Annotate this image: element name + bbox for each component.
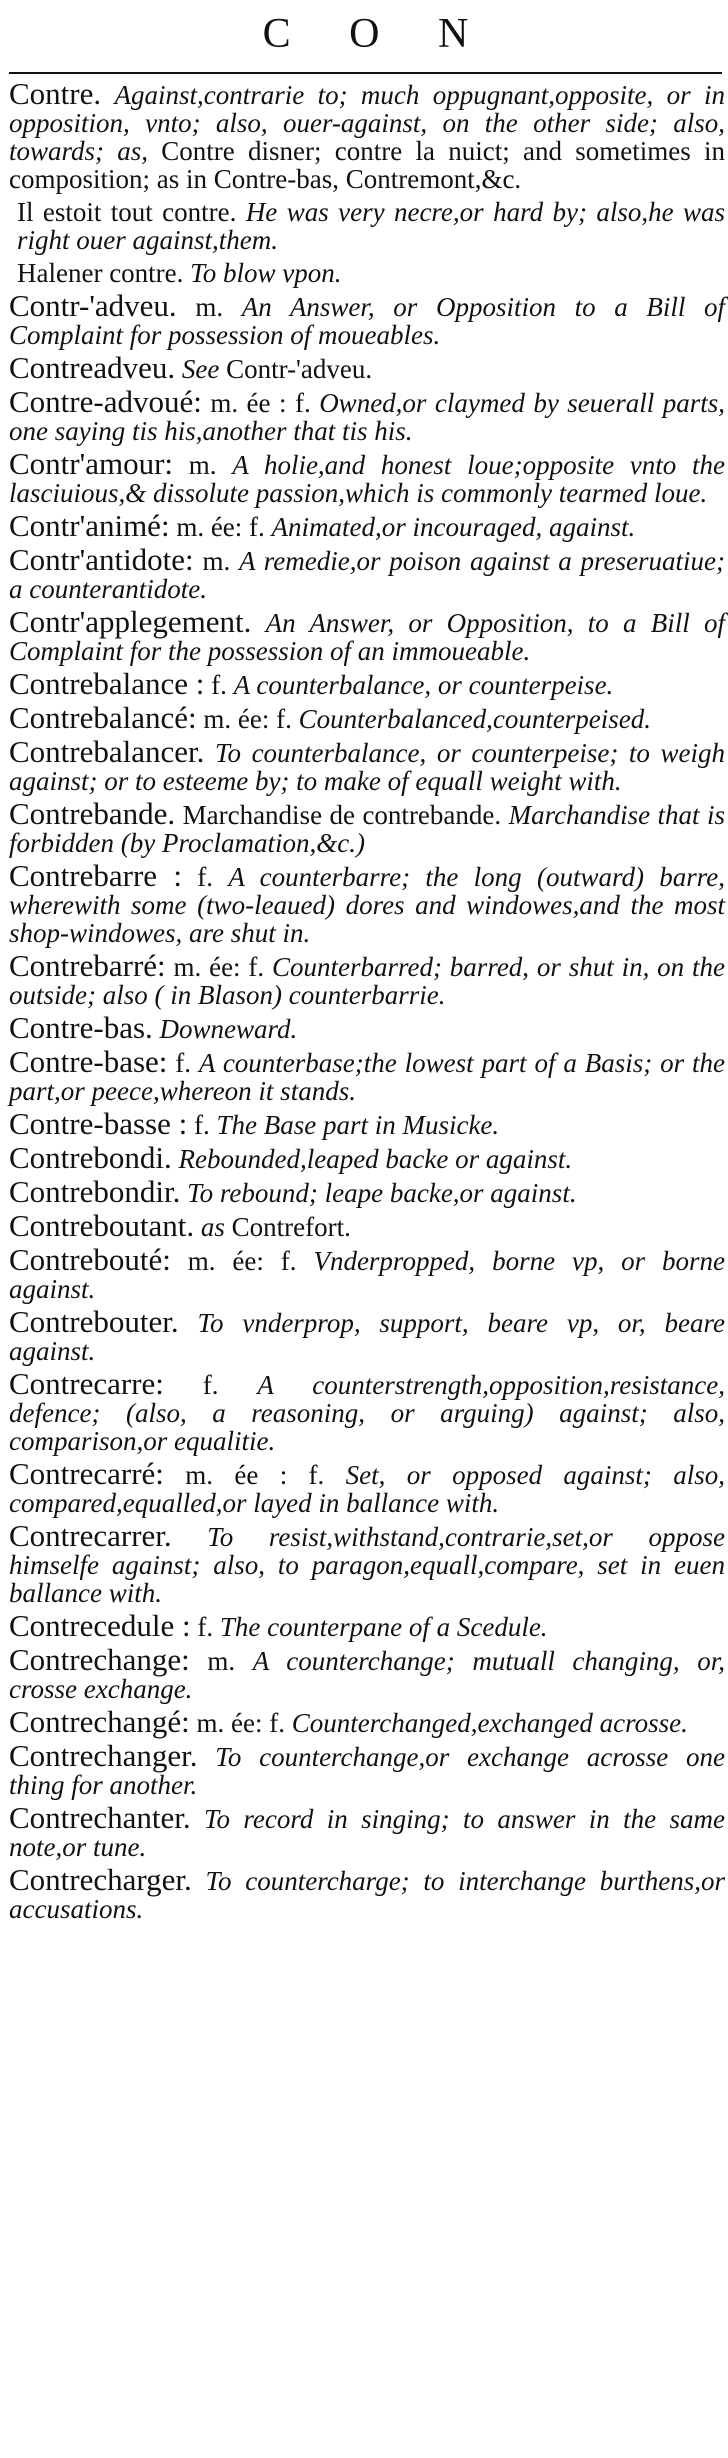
definition: A holie,and honest loue;opposite vnto the lasciuious,& dissolute passion,which is commonly tearmed loue. [9,450,725,508]
dictionary-entry [9,542,725,604]
headword: Contrecarre: [9,1366,164,1401]
grammar-note: m. ée : f. [210,388,311,418]
dictionary-entry [9,700,725,735]
grammar-note: f. [193,1110,210,1140]
headword: Contrechanger. [9,1738,198,1773]
definition: Animated,or incouraged, against. [271,512,636,542]
definition: Against,contrarie to; much oppugnant,opposite, or in opposition, vnto; also, ouer-against, on the other side; also, towards; as, [9,80,725,166]
headword: Contre-basse : [9,1106,188,1141]
definition: Downeward. [159,1014,298,1044]
dictionary-entry [9,1106,725,1141]
headword: Contrebalancer. [9,734,205,769]
definition: Counterbarred; barred, or shut in, on the outside; also ( in Blason) counterbarrie. [9,952,725,1010]
headword: Contrebondir. [9,1174,181,1209]
dictionary-entry [9,1174,725,1209]
headword: Contrecarré: [9,1456,164,1491]
definition: Counterbalanced,counterpeised. [298,704,652,734]
grammar-note: m. ée : f. [185,1460,325,1490]
dictionary-entry [9,1242,726,1304]
definition: Counterchanged,exchanged acrosse. [291,1708,688,1738]
headword: Contrebalancé: [9,700,197,735]
dictionary-entry [9,1518,725,1608]
definition: A counterbalance, or counterpeise. [233,670,614,700]
entry-list [9,76,726,1924]
grammar-note: f. [175,1048,192,1078]
dictionary-entry [9,1456,726,1518]
headword: Contre-base: [9,1044,168,1079]
headword: Contr-'adveu. [9,288,177,323]
grammar-note: Il estoit tout contre. [17,197,237,227]
headword: Contrebande. [9,796,176,831]
headword: Contr'applegement. [9,604,252,639]
headword: Contre-advoué: [9,384,202,419]
dictionary-entry [9,259,725,287]
dictionary-entry [9,76,725,194]
dictionary-entry [9,1304,725,1366]
headword: Contrebouté: [9,1242,171,1277]
definition: He was very necre,or hard by; also,he was right ouer against,them. [17,197,726,255]
grammar-note: f. [202,1370,219,1400]
headword: Contrebouter. [9,1304,179,1339]
definition: The Base part in Musicke. [216,1110,500,1140]
definition: An Answer, or Opposition to a Bill of Complaint for possession of moueables. [9,292,726,350]
headword: Contrebarre : [9,858,182,893]
dictionary-entry [9,1800,725,1862]
dictionary-entry [9,1738,725,1800]
headword: Contrecedule : [9,1608,191,1643]
headword: Contr'animé: [9,508,170,543]
definition: To counterbalance, or counterpeise; to weigh against; or to esteeme by; to make of equall weight with. [9,738,726,796]
definition: To counterchange,or exchange acrosse one thing for another. [9,1742,725,1800]
definition: A counterstrength,opposition,resistance, defence; (also, a reasoning, or arguing) against; also, comparison,or equalitie. [9,1370,726,1456]
dictionary-entry [9,604,726,666]
dictionary-entry [9,1608,725,1643]
dictionary-entry [9,350,725,385]
headword: Contrechangé: [9,1704,190,1739]
dictionary-entry [9,508,725,543]
grammar-note: m. ée: f. [173,952,265,982]
headword: Contrechange: [9,1642,190,1677]
dictionary-entry [9,384,726,446]
definition: To rebound; leape backe,or against. [187,1178,577,1208]
headword: Contrebondi. [9,1140,172,1175]
headword: Contrecharger. [9,1862,192,1897]
headword: Contrecarrer. [9,1518,172,1553]
dictionary-entry [9,858,726,948]
definition: Marchandise that is forbidden (by Proclamation,&c.) [9,800,726,858]
dictionary-entry [9,734,726,796]
grammar-note: m. ée: f. [176,512,265,542]
dictionary-entry [9,1642,726,1704]
grammar-note: m. ée: f. [187,1246,297,1276]
grammar-note: m. [188,450,217,480]
grammar-note: m. ée: f. [196,1708,285,1738]
headword: Contrebarré: [9,948,166,983]
definition: Owned,or claymed by seuerall parts, one saying tis his,another that tis his. [9,388,726,446]
definition: The counterpane of a Scedule. [219,1612,548,1642]
headword: Contre-bas. [9,1010,153,1045]
cross-reference: Contrefort. [231,1212,351,1242]
grammar-note: f. [197,862,214,892]
definition: To resist,withstand,contrarie,set,or oppose himselfe against; also, to paragon,equall,compare, set in euen ballance with. [9,1522,725,1608]
dictionary-entry [9,1366,726,1456]
definition: Vnderpropped, borne vp, or borne against. [9,1246,726,1304]
definition: See [181,354,220,384]
definition: A counterchange; mutuall changing, or, crosse exchange. [9,1646,726,1704]
dictionary-entry [9,198,725,254]
grammar-note: Halener contre. [17,258,184,288]
cross-reference: Contre disner; contre la nuict; and sometimes in composition; as in Contre-bas, Contremont,&c. [9,136,725,194]
definition: To record in singing; to answer in the same note,or tune. [9,1804,725,1862]
dictionary-entry [9,1208,725,1243]
dictionary-entry [9,1704,725,1739]
headword: Contreadveu. [9,350,176,385]
definition: A remedie,or poison against a preseruatiue; a counterantidote. [9,546,725,604]
dictionary-entry [9,1044,725,1106]
grammar-note: m. ée: f. [203,704,292,734]
dictionary-entry [9,1010,725,1045]
dictionary-entry [9,1140,725,1175]
definition: A counterbarre; the long (outward) barre, wherewith some (two-leaued) dores and windowes,and the most shop-windowes, are shut in. [9,862,726,948]
dictionary-entry [9,948,725,1010]
dictionary-entry [9,1862,725,1924]
definition: as [200,1212,225,1242]
headword: Contrechanter. [9,1800,191,1835]
headword: Contre. [9,76,102,111]
dictionary-entry [9,666,725,701]
definition: Rebounded,leaped backe or against. [178,1144,573,1174]
dictionary-entry [9,796,726,858]
definition: Set, or opposed against; also, compared,equalled,or layed in ballance with. [9,1460,726,1518]
definition: A counterbase;the lowest part of a Basis; or the part,or peece,whereon it stands. [9,1048,725,1106]
headword: Contrebalance : [9,666,205,701]
grammar-note: m. [207,1646,236,1676]
page-header: C O N [262,11,493,57]
grammar-note: f. [211,670,227,700]
definition: To countercharge; to interchange burthens,or accusations. [9,1866,725,1924]
headword: Contr'amour: [9,446,174,481]
grammar-note: m. [195,292,224,322]
definition: To vnderprop, support, beare vp, or, beare against. [9,1308,725,1366]
grammar-note: m. [202,546,231,576]
header-rule [9,72,722,74]
headword: Contr'antidote: [9,542,194,577]
grammar-note: f. [197,1612,214,1642]
headword: Contreboutant. [9,1208,195,1243]
dictionary-entry [9,446,725,508]
definition: To blow vpon. [190,258,342,288]
dictionary-entry [9,288,726,350]
definition: An Answer, or Opposition, to a Bill of Complaint for the possession of an immoueable. [9,608,726,666]
cross-reference: Contr-'adveu. [226,354,373,384]
grammar-note: Marchandise de contrebande. [182,800,502,830]
